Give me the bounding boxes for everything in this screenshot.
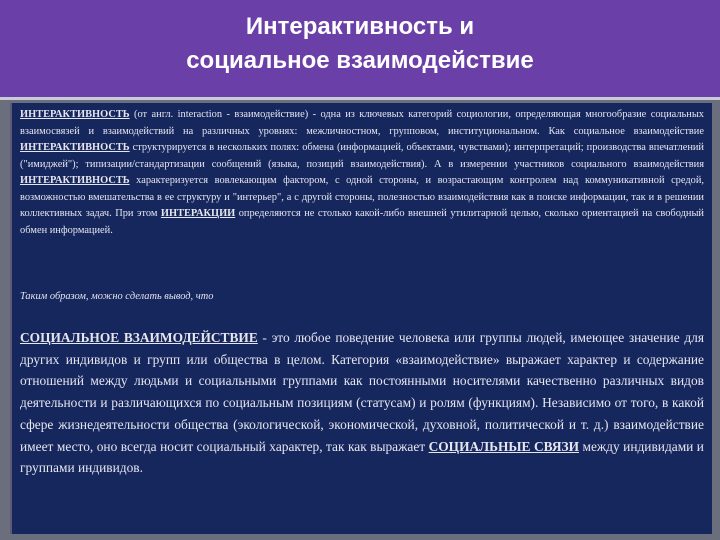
paragraph1-text-3: характеризуется вовлекающим фактором, с одной стороны, и возрастающим контролем над коммуникативной средой, возможностью вмешательства в ее структуру и "интерьер", а с другой стороны, полезностью взаимодействия как в поиске информации, так и в решении коллективных задач. При этом	[20, 175, 704, 219]
title-line-1: Интерактивность и	[245, 13, 475, 40]
term-social-ties: СОЦИАЛЬНЫЕ СВЯЗИ	[428, 438, 580, 454]
term-interactivity: ИНТЕРАКТИВНОСТЬ	[20, 175, 130, 186]
social-interaction-paragraph	[20, 327, 704, 479]
conclusion-intro: Таким образом, можно сделать вывод, что	[20, 291, 214, 302]
title-divider	[0, 97, 720, 100]
term-social-interaction: СОЦИАЛЬНОЕ ВЗАИМОДЕЙСТВИЕ	[20, 330, 258, 345]
title-line-2: социальное взаимодействие	[186, 47, 534, 74]
term-interactions: ИНТЕРАКЦИИ	[160, 208, 236, 219]
paragraph1-text-1: (от англ. interaction - взаимодействие) - одна из ключевых категорий социологии, определяющая многообразие социальных взаимосвязей и взаимодействий на различных уровнях: межличностном, групповом, институциональном. Как социальное взаимодействие	[20, 109, 704, 137]
paragraph1-text-4: определяются не столько какой-либо внешней утилитарной целью, сколько ориентацией на свободный обмен информацией.	[20, 208, 704, 236]
term-interactivity: ИНТЕРАКТИВНОСТЬ	[20, 142, 130, 153]
interactivity-paragraph	[20, 107, 704, 239]
paragraph1-text-2: структурируется в нескольких полях: обмена (информацией, объектами, чувствами); интерпретаций; производства впечатлений ("имиджей"); типизации/стандартизации сообщений (языка, позиций взаимодействия). А в измерении участников социального взаимодействия	[20, 142, 704, 170]
paragraph2-text-2: между индивидами и группами индивидов.	[20, 438, 704, 476]
content-panel	[10, 103, 712, 534]
paragraph2-text-1: - это любое поведение человека или группы людей, имеющее значение для других индивидов и групп или общества в целом. Категория «взаимодействие» выражает характер и содержание отношений между людьми и социальными группами как постоянными носителями качественно различных видов деятельности и различающихся по социальным позициям (статусам) и ролям (функциям). Независимо от того, в какой сфере жизнедеятельности общества (экологической, экономической, духовной, политической и т. д.) взаимодействие имеет место, оно всегда носит социальный характер, так как выражает	[20, 330, 704, 454]
slide-title	[0, 10, 720, 78]
term-interactivity: ИНТЕРАКТИВНОСТЬ	[20, 109, 130, 120]
